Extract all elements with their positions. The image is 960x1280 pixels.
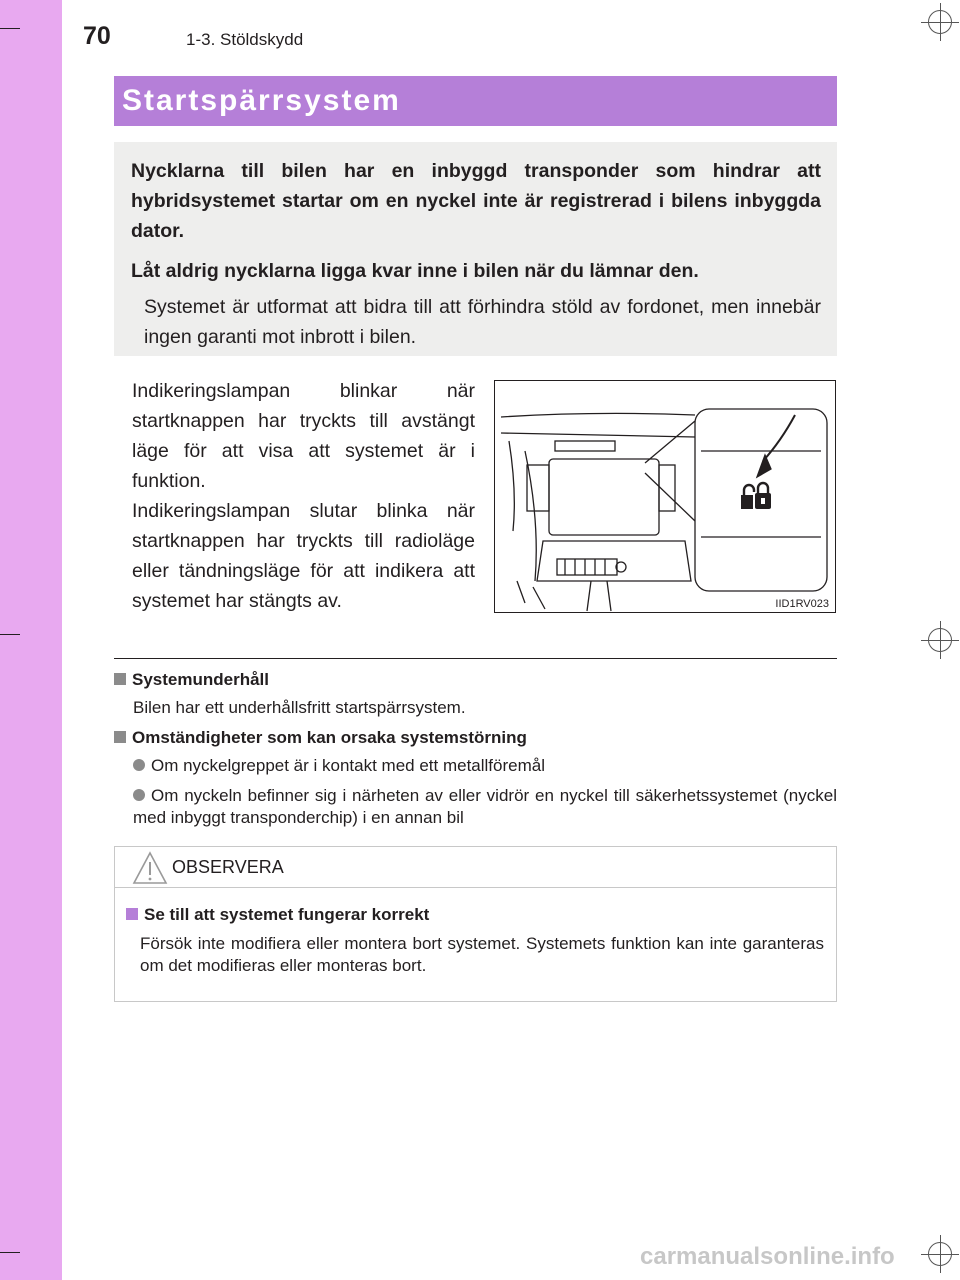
caution-label: OBSERVERA <box>172 857 284 877</box>
warning-triangle-icon <box>132 851 168 885</box>
intro-box <box>114 142 837 356</box>
section-divider <box>114 658 837 659</box>
indicator-text-1: Indikeringslampan blinkar när startknappen har tryckts till avstängt läge för att visa att systemet är i funktion. <box>132 380 475 492</box>
maintenance-heading: Systemunderhåll <box>132 670 269 689</box>
caution-heading-row <box>126 905 429 925</box>
registration-mark <box>928 628 952 652</box>
page-number: 70 <box>83 22 111 50</box>
crop-mark <box>0 1252 20 1253</box>
square-bullet-icon <box>114 673 126 685</box>
list-item: Om nyckeln befinner sig i närheten av eller vidrör en nyckel till säkerhetssystemet (nyckel med inbyggt transponderchip) i en annan bil <box>133 786 837 827</box>
crop-mark <box>0 28 20 29</box>
maintenance-heading-row <box>114 670 269 690</box>
indicator-text-2: Indikeringslampan slutar blinka när startknappen har tryckts till radioläge eller tändningsläge för att indikera att systemet har stängts av. <box>132 500 475 612</box>
square-bullet-icon <box>126 908 138 920</box>
side-tab <box>0 0 62 1280</box>
dashboard-illustration <box>494 380 836 613</box>
page-title: Startspärrsystem <box>122 84 401 117</box>
caution-header <box>115 847 836 888</box>
intro-note: Systemet är utformat att bidra till att förhindra stöld av fordonet, men innebär ingen garanti mot inbrott i bilen. <box>144 296 821 348</box>
security-lock-icon <box>741 483 771 509</box>
registration-mark <box>928 10 952 34</box>
round-bullet-icon <box>133 789 145 801</box>
interference-heading-row <box>114 728 527 748</box>
caution-box <box>114 846 837 1002</box>
intro-warning: Låt aldrig nycklarna ligga kvar inne i bilen när du lämnar den. <box>131 260 699 282</box>
dashboard-drawing <box>495 381 835 612</box>
registration-mark <box>928 1242 952 1266</box>
watermark-text: carmanualsonline.info <box>640 1243 895 1270</box>
maintenance-text: Bilen har ett underhållsfritt startspärrsystem. <box>133 698 466 717</box>
indicator-description <box>132 376 475 616</box>
square-bullet-icon <box>114 731 126 743</box>
crop-mark <box>0 634 20 635</box>
figure-code: IID1RV023 <box>775 598 829 610</box>
section-title: 1-3. Stöldskydd <box>186 30 304 49</box>
list-item: Om nyckelgreppet är i kontakt med ett metallföremål <box>133 755 838 777</box>
caution-text: Försök inte modifiera eller montera bort systemet. Systemets funktion kan inte garanteras om det modifieras eller monteras bort. <box>140 934 824 975</box>
interference-heading: Omständigheter som kan orsaka systemstörning <box>132 728 527 747</box>
title-bar <box>114 76 837 126</box>
intro-lead: Nycklarna till bilen har en inbyggd transponder som hindrar att hybridsystemet startar om en nyckel inte är registrerad i bilens inbyggda dator. <box>131 160 821 242</box>
caution-heading: Se till att systemet fungerar korrekt <box>144 905 430 924</box>
round-bullet-icon <box>133 759 145 771</box>
